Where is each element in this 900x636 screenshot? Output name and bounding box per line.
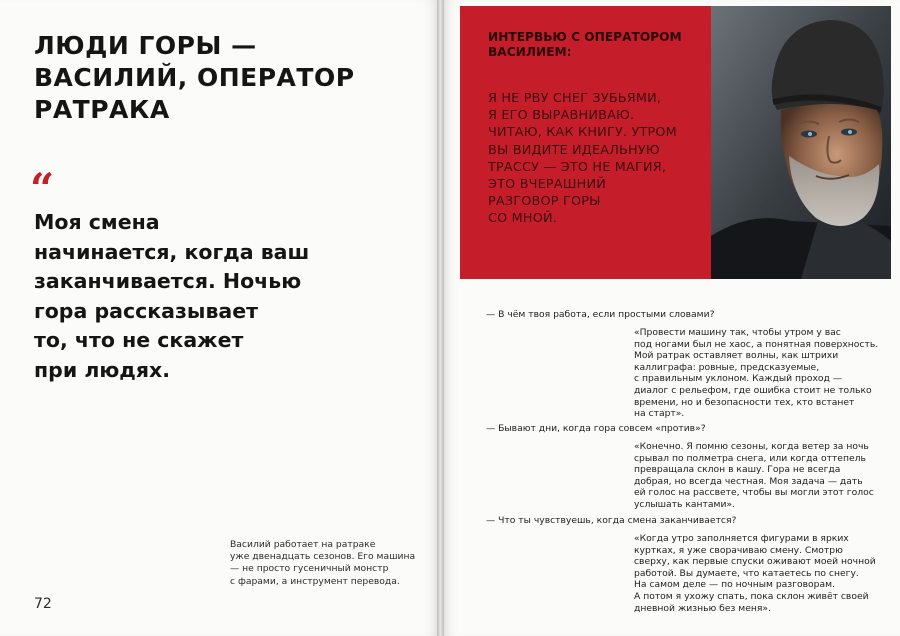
answer-line: На самом деле — по ночным разговорам.: [634, 579, 835, 591]
pull-quote-line: ТРАССУ — ЭТО НЕ МАГИЯ,: [488, 159, 667, 175]
caption-line: — не просто гусеничный монстр: [230, 563, 389, 575]
answer-line: сверху, как первые спуски оживают моей ночной: [634, 556, 876, 568]
quote-line: то, что не скажет: [34, 328, 244, 352]
qa-question: — Что ты чувствуешь, когда смена заканчивается?: [486, 515, 737, 526]
title-line: РАТРАКА: [34, 95, 170, 124]
qa-question: — Бывают дни, когда гора совсем «против»?: [486, 423, 706, 434]
caption-line: с фарами, а инструмент перевода.: [230, 575, 400, 587]
pull-quote-line: ЭТО ВЧЕРАШНИЙ: [488, 177, 607, 193]
quote-line: заканчивается. Ночью: [34, 269, 302, 293]
quote-line: гора рассказывает: [34, 298, 259, 323]
qa-answer: [634, 327, 896, 420]
answer-line: «Провести машину так, чтобы утром у вас: [634, 327, 841, 338]
quote-line: при людях.: [34, 357, 171, 382]
quote-mark-icon: “: [30, 164, 55, 213]
answer-line: Мой ратрак оставляет волны, как штрихи: [634, 350, 839, 362]
answer-line: А потом я ухожу спать, пока склон живёт своей: [634, 590, 869, 602]
answer-line: работой. Вы думаете, что катаетесь по снегу.: [634, 567, 859, 579]
interview-heading: [488, 30, 682, 60]
answer-line: куртках, я уже сворачиваю смену. Смотрю: [634, 544, 843, 556]
answer-line: услышать кантами».: [634, 498, 735, 510]
interview-red-block: [460, 6, 711, 279]
pull-quote-line: РАЗГОВОР ГОРЫ: [488, 194, 601, 210]
answer-line: под ногами был не хаос, а понятная поверхность.: [634, 338, 879, 350]
answer-line: на старт».: [634, 408, 685, 420]
answer-line: диалог с рельефом, где ошибка стоит не только: [634, 384, 872, 396]
portrait-photo: [711, 6, 891, 279]
heading-line: ИНТЕРВЬЮ С ОПЕРАТОРОМ: [488, 30, 682, 44]
quote-line: начинается, когда ваш: [34, 239, 310, 264]
pull-quote-line: Я ЕГО ВЫРАВНИВАЮ.: [488, 108, 635, 124]
right-page: [444, 0, 900, 636]
book-gutter: [437, 0, 444, 636]
left-page: [0, 0, 437, 636]
answer-line: времени, но и безопасности тех, кто встанет: [634, 396, 855, 408]
title-line: ЛЮДИ ГОРЫ —: [34, 31, 257, 60]
answer-line: с правильным уклоном. Каждый проход —: [634, 373, 843, 385]
heading-line: ВАСИЛИЕМ:: [488, 45, 572, 59]
photo-caption: [230, 539, 430, 588]
answer-line: «Конечно. Я помню сезоны, когда ветер за ночь: [634, 441, 869, 452]
pull-quote-line: ВЫ ВИДИТЕ ИДЕАЛЬНУЮ: [488, 142, 660, 158]
qa-question: — В чём твоя работа, если простыми словами?: [486, 309, 715, 320]
pull-quote-line: СО МНОЙ.: [488, 211, 558, 227]
answer-line: ей голос на рассвете, чтобы вы могли этот голос: [634, 487, 874, 499]
portrait-photo-icon: [711, 6, 891, 279]
answer-line: добрая, но всегда честная. Моя задача — дать: [634, 475, 863, 487]
pull-quote-line: ЧИТАЮ, КАК КНИГУ. УТРОМ: [488, 125, 677, 141]
quote-line: Моя смена: [34, 210, 160, 234]
pull-quote-line: Я НЕ РВУ СНЕГ ЗУБЬЯМИ,: [488, 91, 662, 106]
lead-quote: [34, 208, 414, 385]
qa-answer: [634, 533, 896, 614]
pull-quote: [488, 90, 677, 228]
page-number: 72: [34, 596, 52, 612]
answer-line: срывал по полметра снега, или когда оттепель: [634, 452, 866, 464]
answer-line: дневной жизнью без меня».: [634, 602, 771, 614]
answer-line: «Когда утро заполняется фигурами в ярких: [634, 533, 849, 544]
answer-line: каллиграфа: ровные, предсказуемые,: [634, 361, 820, 373]
answer-line: превращала склон в кашу. Гора не всегда: [634, 464, 841, 476]
article-title: [34, 30, 414, 126]
title-line: ВАСИЛИЙ, ОПЕРАТОР: [34, 63, 355, 92]
caption-line: Василий работает на ратраке: [230, 539, 376, 550]
caption-line: уже двенадцать сезонов. Его машина: [230, 551, 416, 563]
qa-answer: [634, 441, 896, 511]
